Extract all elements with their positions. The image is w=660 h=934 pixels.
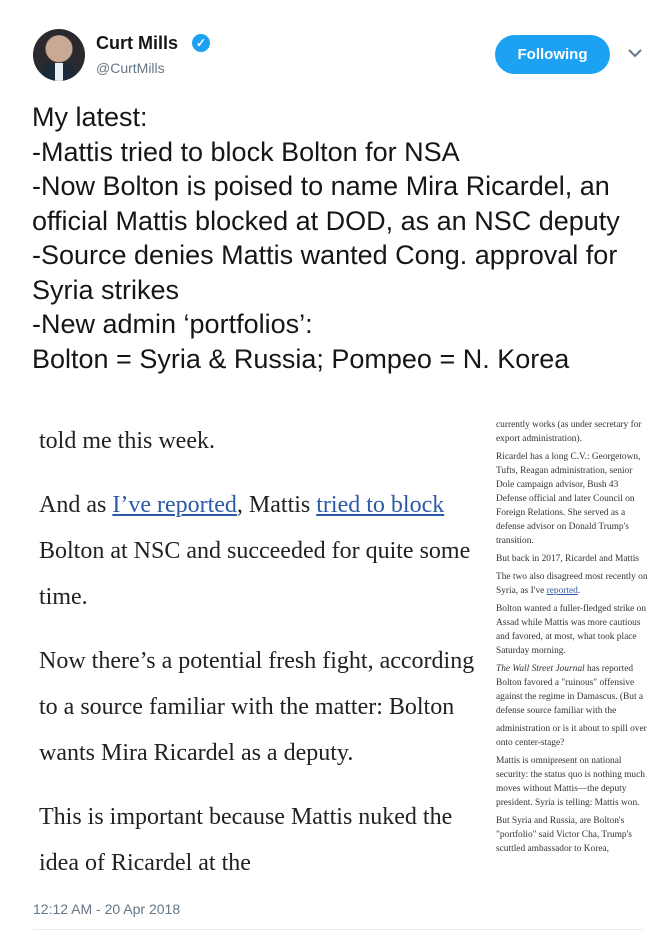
- article-paragraph-4: This is important because Mattis nuked the idea of Ricardel at the: [39, 804, 453, 876]
- tweet-timestamp[interactable]: 12:12 AM - 20 Apr 2018: [33, 901, 181, 917]
- sidebar-emphasis: The Wall Street Journal: [496, 664, 585, 674]
- article-text: , Mattis: [236, 492, 317, 518]
- sidebar-paragraph: administration or is it about to spill over onto center-stage?: [496, 724, 647, 748]
- sidebar-paragraph: Bolton wanted a fuller-fledged strike on Assad while Mattis was more cautious and favored, at most, what took place Saturday morning.: [496, 604, 647, 656]
- sidebar-paragraph: Ricardel has a long C.V.: Georgetown, Tufts, Reagan administration, senior Dole campaign advisor, Bush 43 Defense official and later Council on Foreign Relations. She served as a defense advisor on Donald Trump's transition.: [496, 452, 641, 546]
- sidebar-paragraph: Mattis is omnipresent on national security: the status quo is nothing much moves without Mattis—the deputy president. Syria is telling: Mattis won.: [496, 756, 645, 808]
- article-text: And as: [39, 492, 113, 518]
- article-paragraph-3: Now there’s a potential fresh fight, according to a source familiar with the matter: Bolton wants Mira Ricardel as a deputy.: [39, 648, 475, 766]
- sidebar-article-screenshot[interactable]: [496, 418, 648, 888]
- article-screenshot[interactable]: [33, 418, 489, 888]
- author-name[interactable]: Curt Mills: [96, 33, 179, 53]
- article-link-tried-to-block: tried to block: [316, 492, 445, 518]
- author-handle[interactable]: @CurtMills: [96, 60, 165, 76]
- sidebar-text: .: [577, 586, 581, 596]
- avatar-shirt: [55, 63, 63, 81]
- sidebar-paragraph: But back in 2017, Ricardel and Mattis: [496, 554, 639, 564]
- avatar[interactable]: [33, 29, 85, 81]
- article-line: told me this week.: [39, 428, 215, 454]
- article-paragraph-2: [33, 482, 489, 620]
- sidebar-paragraph: [496, 662, 648, 718]
- following-button[interactable]: Following: [495, 35, 610, 74]
- tweet-text: My latest: -Mattis tried to block Bolton for NSA -Now Bolton is poised to name Mira Ricardel, an official Mattis blocked at DOD, as an NSC deputy -Source denies Mattis wanted Cong. approval for Syria strikes -New admin ‘portfolios’: Bolton = Syria & Russia; Pompeo = N. Korea: [32, 102, 620, 374]
- verified-badge-icon: ✓: [192, 34, 210, 52]
- sidebar-paragraph: [496, 570, 648, 598]
- article-link-reported: I’ve reported: [112, 492, 237, 518]
- sidebar-text: has reported Bolton favored a "ruinous" offensive against the regime in Damascus. (But a defense source familiar with the: [496, 664, 644, 716]
- chevron-down-icon[interactable]: [626, 44, 644, 62]
- article-text: Bolton at NSC and succeeded for quite some time.: [39, 538, 471, 610]
- sidebar-paragraph: currently works (as under secretary for export administration).: [496, 420, 642, 444]
- sidebar-paragraph: But Syria and Russia, are Bolton's "portfolio" said Victor Cha, Trump's scuttled ambassador to Korea,: [496, 816, 632, 854]
- sidebar-link-reported: reported: [546, 586, 578, 596]
- sidebar-text: The two also disagreed most recently on Syria, as I've: [496, 572, 648, 596]
- divider: [33, 929, 643, 930]
